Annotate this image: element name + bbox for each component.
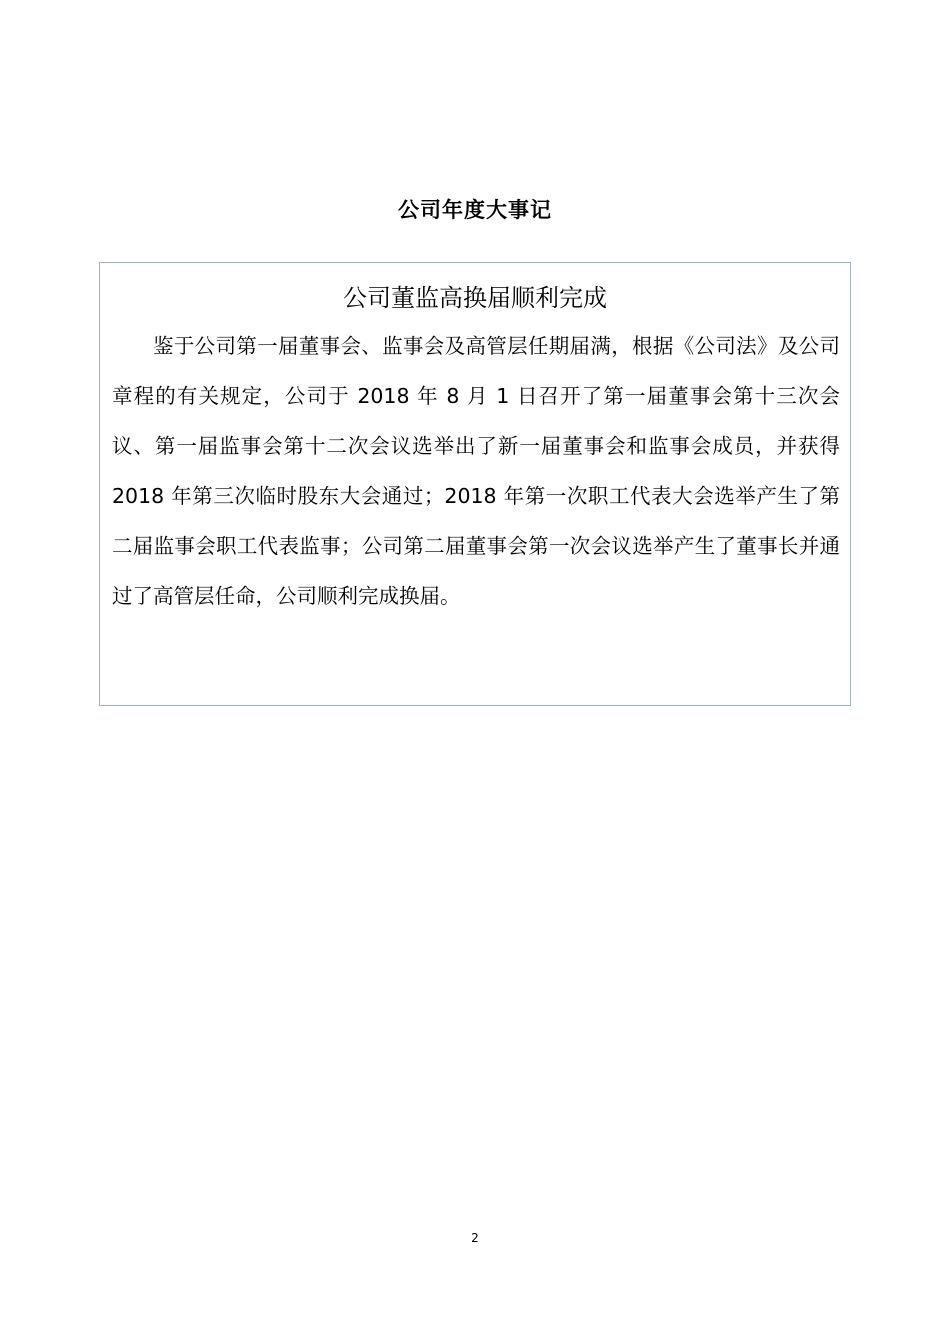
event-title: 公司董监高换届顺利完成: [343, 284, 607, 312]
event-box: [99, 262, 851, 706]
page-number: 2: [471, 1231, 479, 1245]
section-heading: 公司年度大事记: [398, 198, 552, 222]
event-body: 鉴于公司第一届董事会、监事会及高管层任期届满，根据《公司法》及公司章程的有关规定，公司于 2018 年 8 月 1 日召开了第一届董事会第十三次会议、第一届监事会第十二次会议选举出了新一届董事会和监事会成员，并获得 2018 年第三次临时股东大会通过；2018 年第一次职工代表大会选举产生了第二届监事会职工代表监事；公司第二届董事会第一次会议选举产生了董事长并通过了高管层任命，公司顺利完成换届。: [112, 334, 840, 608]
